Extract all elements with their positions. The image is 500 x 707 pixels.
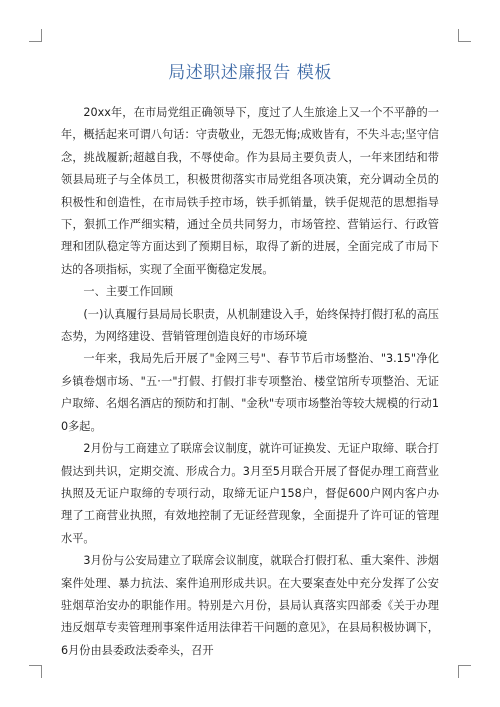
paragraph-intro: 20xx年，在市局党组正确领导下，度过了人生旅途上又一个不平静的一年，概括起来可谓八句话：守责敬业，无怨无悔;成败皆有，不失斗志;坚守信念，挑战履新;超越自我，不辱使命。作为县局主要负责人，一年来团结和带领县局班子与全体员工，积极贯彻落实市局党组各项决策，充分调动全员的积极性和创造性，在市局铁手控市场，铁手抓销量，铁手促规范的思想指导下，狠抓工作严细实精，通过全员共同努力，市场管控、营销运行、行政管理和团队稳定等方面达到了预期目标，取得了新的进展，全面完成了市局下达的各项指标，实现了全面平衡稳定发展。 (61, 106, 439, 276)
crop-mark-bottom-left (29, 665, 42, 678)
paragraph-actions: 一年来，我局先后开展了"金网三号"、春节节后市场整治、"3.15"净化乡镇卷烟市场、"五·一"打假、打假打非专项整治、楼堂馆所专项整治、无证户取缔、名烟名酒店的预防和打制、"金秋"专项市场整治等较大规模的行动10多起。 (61, 352, 439, 433)
document-page (61, 62, 439, 662)
paragraph-police: 3月份与公安局建立了联席会议制度，就联合打假打私、重大案件、涉烟案件处理、暴力抗法、案件追刑形成共识。在大要案查处中充分发挥了公安驻烟草治安办的职能作用。特别是六月份，县局认真落实四部委《关于办理违反烟草专卖管理刑事案件适用法律若干问题的意见》，在县局积极协调下，6月份由县委政法委牵头，召开 (61, 554, 439, 657)
paragraph-commerce: 2月份与工商建立了联席会议制度，就许可证换发、无证户取缔、联合打假达到共识，定期交流、形成合力。3月至5月联合开展了督促办理工商营业执照及无证户取缔的专项行动，取缔无证户158户，督促600户网内客户办理了工商营业执照，有效地控制了无证经营现象，全面提升了许可证的管理水平。 (61, 442, 439, 545)
subsection-heading: (一)认真履行县局局长职责，从机制建设入手，始终保持打假打私的高压态势，为网络建设、营销管理创造良好的市场环境 (61, 307, 439, 344)
crop-mark-top-left (29, 29, 42, 42)
document-title: 局述职述廉报告 模板 (168, 63, 332, 83)
section-heading: 一、主要工作回顾 (83, 285, 173, 299)
crop-mark-top-right (458, 29, 471, 42)
crop-mark-bottom-right (458, 665, 471, 678)
